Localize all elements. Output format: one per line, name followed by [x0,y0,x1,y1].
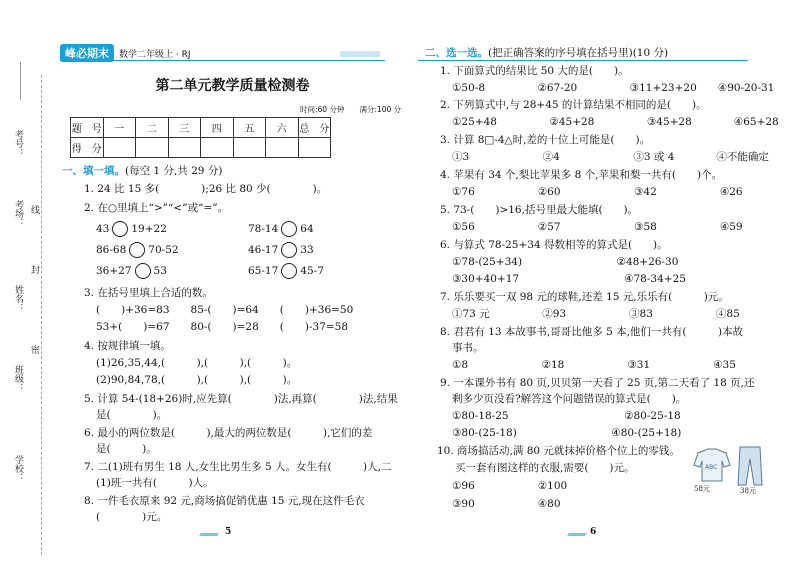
margin-label-exam-no: 考号： [13,130,23,157]
compare-row: 65-17 45-7 [248,265,324,277]
mc-question-6: 6. 与算式 78-25+34 得数相等的算式是( )。 [440,239,668,251]
mc-question-5: 5. 73-( )>16,括号里最大能填( )。 [440,204,639,216]
score-input[interactable] [298,138,331,158]
binding-margin [0,0,55,585]
mc-options-3: ①3 ②4 ③3 或 4 ④不能确定 [452,151,769,163]
mc-question-3: 3. 计算 8□-4△时,差的十位上可能是( )。 [440,134,651,146]
question-8-cont: ( )元。 [96,511,168,523]
pants-price: 38元 [740,487,756,495]
margin-label-secret: 密 [29,345,39,354]
score-cell: 四 [201,118,234,138]
question-3-row-1: ( )+36=83 85-( )=64 ( )+36=50 [96,304,354,316]
compare-row: 46-17 33 [248,244,314,256]
mc-question-1: 1. 下面算式的结果比 50 大的是( )。 [440,65,629,77]
clothes-illustration [690,445,770,495]
mc-question-2: 2. 下列算式中,与 28+45 的计算结果不相同的是( )。 [440,99,707,111]
question-6-cont: 是( )。 [96,443,157,455]
question-3-row-2: 53+( )=67 80-( )=28 ( )-37=58 [96,321,349,333]
compare-circle[interactable] [112,221,128,237]
question-5: 5. 计算 54-(18+26)时,应先算( )法,再算( )法,结果 [84,393,398,405]
score-value-row [71,138,331,158]
mc-question-7: 7. 乐乐要买一双 98 元的球鞋,还差 15 元,乐乐有( )元。 [440,291,729,303]
question-4: 4. 按规律填一填。 [84,340,171,352]
margin-label-room: 考场： [13,200,23,227]
mc-question-10: 10. 商场搞活动,满 80 元就抹掉价格个位上的零钱。 [437,445,680,457]
score-cell: 五 [233,118,266,138]
question-8: 8. 一件毛衣原来 92 元,商场搞促销优惠 15 元,现在这件毛衣 [84,495,365,507]
section-2-heading: 二、选一选。(把正确答案的序号填在括号里)(10 分) [425,47,669,59]
score-input[interactable] [266,138,299,158]
compare-circle[interactable] [129,242,145,258]
page-number-left: 5 [225,527,232,537]
score-label: 得 分 [71,138,104,158]
question-6: 6. 最小的两位数是( ),最大的两位数是( ),它们的差 [84,427,373,439]
section-1-heading: 一、填一填。(每空 1 分,共 29 分) [62,165,223,177]
pants-icon [738,447,762,485]
mc-options-10b: ③90 ④80 [452,498,561,510]
score-cell: 总 分 [298,118,331,138]
question-5-cont: 是( )。 [96,409,168,421]
question-1: 1. 24 比 15 多( );26 比 80 少( )。 [84,183,328,195]
brand-subtitle: 数学二年级上 · RJ [119,49,191,60]
sweater-price: 58元 [694,485,710,493]
mc-options-9a: ①80-18-25 ②80-25-18 [452,410,681,422]
mc-options-7: ①73 元 ②93 ③83 ④85 [452,308,740,320]
compare-circle[interactable] [135,263,151,279]
score-input[interactable] [201,138,234,158]
mc-options-2: ①25+48 ②45+28 ③45+28 ④65+28 [452,116,779,128]
margin-label-school: 学校： [13,455,23,482]
margin-label-seal: 封 [29,265,39,274]
corner-tag [340,51,380,57]
brand-mark: 峰必期末 [60,44,114,62]
margin-label-name: 姓名： [13,285,23,312]
score-input[interactable] [136,138,169,158]
question-4-part-2: (2)90,84,78,( ),( ),( )。 [96,374,298,386]
mc-options-4: ①76 ②60 ③42 ④26 [452,186,743,198]
cut-line [41,75,42,555]
score-input[interactable] [168,138,201,158]
compare-circle[interactable] [281,242,297,258]
page-number-right: 6 [590,527,597,537]
score-cell: 题 号 [71,118,104,138]
header-rule-right [418,60,748,61]
compare-row: 78-14 64 [248,223,314,235]
score-cell: 一 [103,118,136,138]
mc-options-9b: ③80-(25-18) ④80-(25+18) [452,427,682,439]
mc-question-9-cont: 剩多少页没看?解答这个问题错误的算式是( )。 [452,393,687,405]
section-1-note: (每空 1 分,共 29 分) [125,165,223,177]
mc-question-8-cont: 事书。 [452,342,484,354]
mc-question-4: 4. 苹果有 34 个,梨比苹果多 8 个,苹果和梨一共有( )个。 [440,169,723,181]
question-2: 2. 在○里填上“>”“<”或“=”。 [84,202,229,214]
mc-question-10-cont: 买一套有图这样的衣服,需要( )元。 [455,462,635,474]
compare-row: 36+27 53 [96,265,167,277]
score-table [70,117,331,158]
mc-question-9: 9. 一本课外书有 80 页,贝贝第一天看了 25 页,第二天看了 18 页,还 [440,377,755,389]
mc-options-10a: ①96 ②100 [452,480,568,492]
margin-label-class: 班级： [13,365,23,392]
mc-options-5: ①56 ②57 ③58 ④59 [452,221,743,233]
score-cell: 二 [136,118,169,138]
score-cell: 三 [168,118,201,138]
mc-options-6a: ①78-(25+34) ②48+26-30 [452,256,679,268]
compare-circle[interactable] [281,221,297,237]
mc-options-1: ①50-8 ②67-20 ③11+23+20 ④90-20-31 [452,82,775,94]
header-rule-left [60,60,385,61]
page-deco [567,533,587,536]
sweater-icon [694,449,730,481]
question-7-cont: (1)班一共有( )人。 [96,477,214,489]
question-4-part-1: (1)26,35,44,( ),( ),( )。 [96,357,298,369]
exam-title: 第二单元教学质量检测卷 [155,78,310,94]
svg-text:ABC: ABC [705,464,718,471]
score-cell: 六 [266,118,299,138]
question-3: 3. 在括号里填上合适的数。 [84,287,213,299]
mc-options-6b: ③30+40+17 ④78-34+25 [452,273,686,285]
exam-meta: 时间:60 分钟 满分:100 分 [300,105,402,114]
margin-label-line: 线 [29,205,39,214]
section-2-note: (把正确答案的序号填在括号里)(10 分) [488,47,669,59]
compare-circle[interactable] [281,263,297,279]
mc-options-8: ①8 ②18 ③31 ④35 [452,359,736,371]
score-input[interactable] [103,138,136,158]
page-deco [199,533,219,536]
mc-question-8: 8. 君君有 13 本故事书,哥哥比他多 5 本,他们一共有( )本故 [440,326,744,338]
question-7: 7. 二(1)班有男生 18 人,女生比男生多 5 人。女生有( )人,二 [84,461,392,473]
score-header-row [71,118,331,138]
score-input[interactable] [233,138,266,158]
compare-row: 86-68 70-52 [96,244,179,256]
compare-row: 43 19+22 [96,223,167,235]
